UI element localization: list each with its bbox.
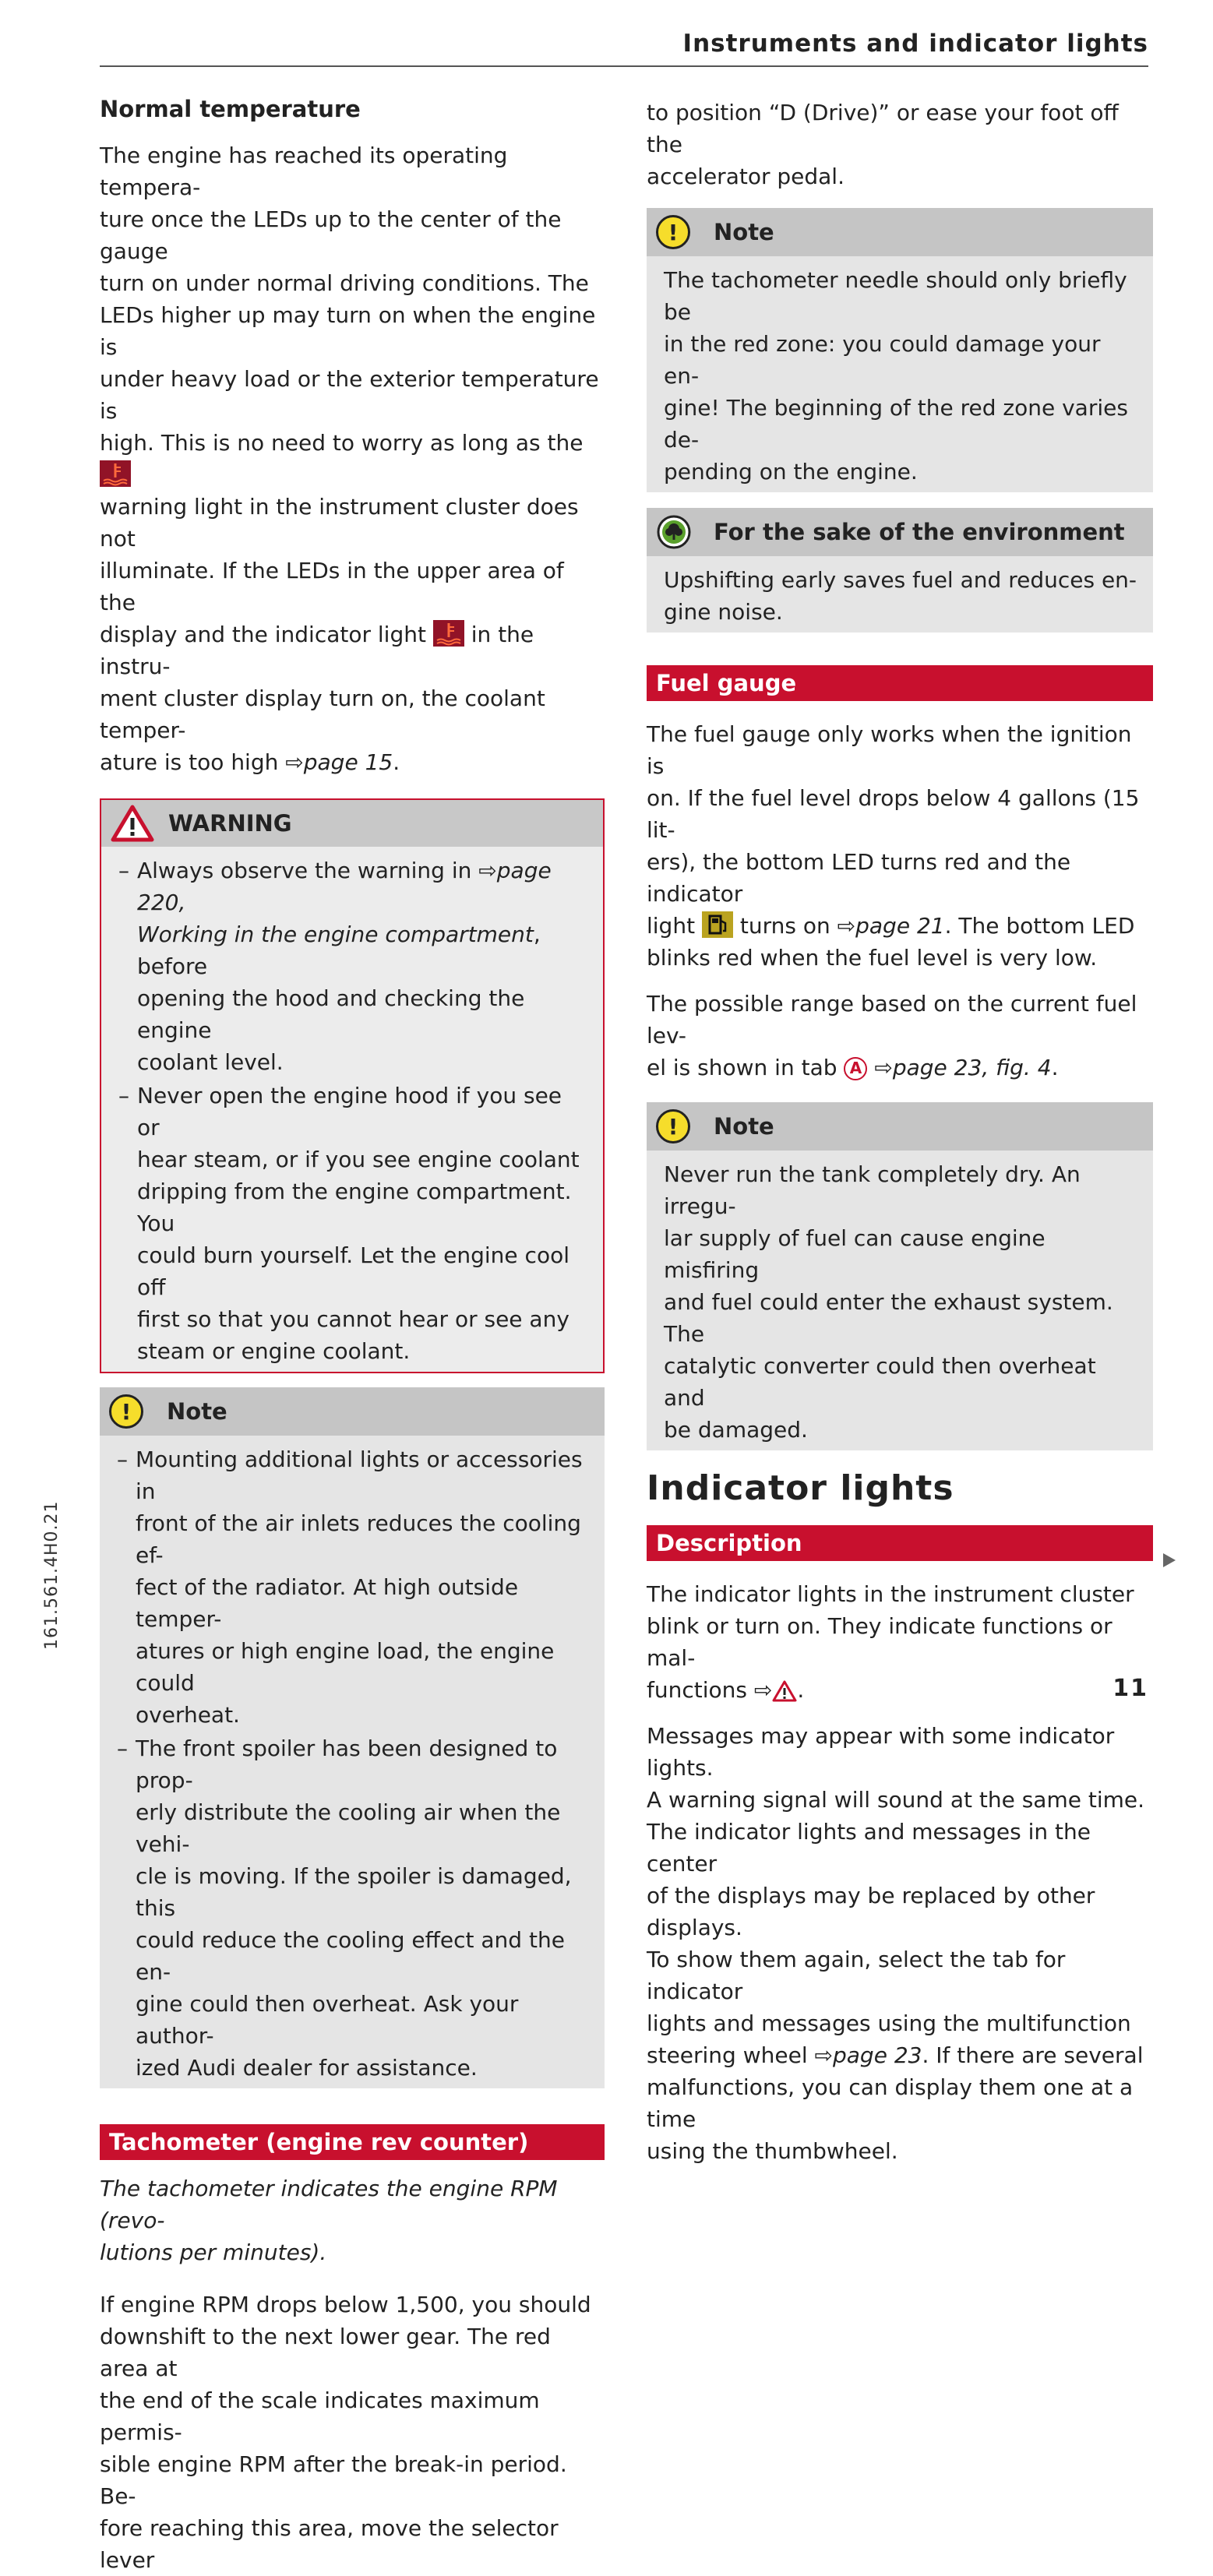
text-span: fect of the radiator. At high outside temper-	[136, 1574, 519, 1632]
text-span: overheat.	[136, 1702, 240, 1728]
text-line: downshift to the next lower gear. The red area at	[100, 2324, 551, 2381]
environment-box	[647, 508, 1153, 633]
fuel-gauge-text	[647, 718, 1153, 974]
page-ref-arrow-icon: ⇨	[814, 2042, 833, 2068]
text-span: . The bottom LED	[944, 913, 1135, 939]
text-span: ized Audi dealer for assistance.	[136, 2055, 478, 2081]
text-line: gine! The beginning of the red zone varies de-	[664, 395, 1128, 453]
text-line: The fuel gauge only works when the ignition is	[647, 721, 1132, 779]
text-line: If engine RPM drops below 1,500, you should	[100, 2292, 591, 2317]
text-line: accelerator pedal.	[647, 164, 845, 189]
note-box-header	[647, 208, 1153, 256]
text-span: in the instru-	[100, 622, 534, 679]
text-line: and fuel could enter the exhaust system. The	[664, 1289, 1113, 1347]
tachometer-text	[100, 2289, 605, 2576]
page-ref-arrow-icon: ⇨	[874, 1055, 893, 1080]
list-item	[118, 855, 587, 1078]
text-line: Messages may appear with some indicator lights.	[647, 1723, 1115, 1781]
text-span: Never open the engine hood if you see or	[137, 1083, 562, 1140]
indicator-lights-title: Indicator lights	[647, 1468, 954, 1508]
text-line: the end of the scale indicates maximum permis-	[100, 2387, 540, 2445]
page-ref-arrow-icon: ⇨	[753, 1677, 773, 1703]
text-line: on. If the fuel level drops below 4 gallons (15 lit-	[647, 785, 1140, 843]
text-line	[647, 910, 1153, 942]
normal-temperature-heading: Normal temperature	[100, 96, 361, 122]
fuel-range-text	[647, 988, 1153, 1084]
text-span: first so that you cannot hear or see any	[137, 1306, 569, 1332]
text-line: be damaged.	[664, 1417, 808, 1443]
text-line: malfunctions, you can display them one at a time	[647, 2074, 1134, 2132]
text-span: The front spoiler has been designed to prop-	[136, 1736, 558, 1793]
note-box	[100, 1387, 605, 2088]
page-ref-link[interactable]: page 220,	[137, 858, 552, 915]
note-label: Note	[714, 1112, 774, 1140]
text-line: The engine has reached its operating tempera-	[100, 143, 508, 200]
left-column	[100, 93, 605, 2576]
text-span: high. This is no need to worry as long as the	[100, 430, 584, 456]
text-line: The indicator lights in the instrument cluster	[647, 1581, 1134, 1607]
warning-triangle-icon[interactable]	[772, 1680, 797, 1702]
note-label: Note	[714, 218, 774, 245]
warning-box	[100, 798, 605, 1373]
text-span: , before	[137, 922, 541, 979]
text-span: Mounting additional lights or accessories in	[136, 1447, 583, 1504]
text-line: ers), the bottom LED turns red and the indicator	[647, 849, 1071, 907]
text-line: warning light in the instrument cluster does not	[100, 494, 579, 551]
warning-label: WARNING	[168, 809, 292, 837]
text-span: cle is moving. If the spoiler is damaged, this	[136, 1863, 572, 1921]
text-span: opening the hood and checking the engine	[137, 985, 525, 1043]
text-line: to position “D (Drive)” or ease your foot off the	[647, 100, 1119, 157]
text-span: ature is too high	[100, 749, 279, 775]
text-line: To show them again, select the tab for indicator	[647, 1947, 1066, 2004]
text-span: functions	[647, 1677, 747, 1703]
right-column	[647, 97, 1153, 2167]
text-line: sible engine RPM after the break-in period. Be-	[100, 2451, 567, 2509]
section-ref: Working in the engine compartment	[137, 922, 534, 947]
text-span: erly distribute the cooling air when the vehi-	[136, 1799, 561, 1857]
fuel-gauge-section-bar: Fuel gauge	[647, 665, 1153, 701]
text-line: The possible range based on the current fuel lev-	[647, 991, 1137, 1048]
page-ref-link[interactable]: page 15	[303, 749, 393, 775]
text-line	[100, 746, 605, 778]
page-ref-arrow-icon: ⇨	[285, 749, 304, 775]
text-line: catalytic converter could then overheat and	[664, 1353, 1096, 1411]
environment-tree-icon	[656, 514, 692, 550]
text-span: coolant level.	[137, 1049, 284, 1075]
coolant-warning-icon	[100, 460, 131, 487]
fuel-note-box	[647, 1102, 1153, 1450]
text-span: display and the indicator light	[100, 622, 426, 647]
page-number: 11	[1113, 1675, 1148, 1702]
text-span: el is shown in tab	[647, 1055, 837, 1080]
text-span: steam or engine coolant.	[137, 1338, 411, 1364]
text-line: ture once the LEDs up to the center of the gauge	[100, 206, 562, 264]
text-line: of the displays may be replaced by other displays.	[647, 1883, 1095, 1940]
text-line: lutions per minutes).	[100, 2239, 327, 2265]
list-item	[118, 1080, 587, 1367]
note-box-header	[647, 1102, 1153, 1151]
normal-temperature-text	[100, 139, 605, 778]
list-item	[117, 1443, 589, 1731]
tachometer-intro	[100, 2173, 605, 2268]
text-span: could reduce the cooling effect and the en-	[136, 1927, 565, 1985]
text-line: under heavy load or the exterior temperature is	[100, 366, 599, 424]
text-span: .	[797, 1677, 805, 1703]
text-span: light	[647, 913, 696, 939]
text-span: gine could then overheat. Ask your author-	[136, 1991, 519, 2049]
coolant-warning-icon	[433, 620, 464, 647]
text-line: Upshifting early saves fuel and reduces en-	[664, 567, 1137, 593]
text-line: A warning signal will sound at the same time.	[647, 1787, 1145, 1813]
environment-label: For the sake of the environment	[714, 518, 1125, 545]
text-line	[647, 1674, 1153, 1706]
text-span: atures or high engine load, the engine could	[136, 1638, 555, 1696]
header-rule	[100, 65, 1148, 67]
note-box-body	[647, 1151, 1153, 1450]
environment-box-header	[647, 508, 1153, 556]
text-span: .	[1051, 1055, 1059, 1080]
text-span: could burn yourself. Let the engine cool off	[137, 1242, 569, 1300]
text-line: blinks red when the fuel level is very low.	[647, 945, 1098, 971]
text-line: blink or turn on. They indicate functions or mal-	[647, 1613, 1113, 1671]
environment-box-body	[647, 556, 1153, 633]
text-line: lar supply of fuel can cause engine misfiring	[664, 1225, 1046, 1283]
exclamation-icon: !	[656, 215, 690, 249]
text-line	[100, 427, 605, 491]
text-line: pending on the engine.	[664, 459, 918, 485]
note-box-header	[100, 1387, 605, 1436]
text-line	[100, 618, 605, 682]
description-text	[647, 1578, 1153, 1706]
text-line: in the red zone: you could damage your en-	[664, 331, 1101, 389]
document-code: 161.561.4H0.21	[42, 1500, 62, 1650]
page-ref-link[interactable]: page 23	[832, 2042, 922, 2068]
text-line: turn on under normal driving conditions. The	[100, 270, 589, 296]
continue-arrow-icon[interactable]	[1162, 1552, 1177, 1569]
text-span: hear steam, or if you see engine coolant	[137, 1147, 580, 1172]
tab-a-callout: A	[844, 1057, 867, 1080]
text-span: . If there are several	[922, 2042, 1144, 2068]
text-line: fore reaching this area, move the selector lever	[100, 2515, 559, 2573]
text-line: ment cluster display turn on, the coolant temper-	[100, 685, 545, 743]
page-ref-link[interactable]: page 23, fig. 4	[892, 1055, 1052, 1080]
text-line: using the thumbwheel.	[647, 2138, 898, 2164]
note-label: Note	[167, 1397, 227, 1425]
description-section-bar: Description	[647, 1525, 1153, 1561]
text-span: Always observe the warning in	[137, 858, 472, 883]
text-span: steering wheel	[647, 2042, 808, 2068]
text-span: turns on	[739, 913, 830, 939]
list-item	[117, 1732, 589, 2084]
text-line	[647, 2039, 1153, 2071]
text-line: The tachometer needle should only briefly be	[664, 267, 1127, 325]
warning-box-body	[101, 847, 603, 1372]
exclamation-icon: !	[656, 1109, 690, 1144]
text-line: gine noise.	[664, 599, 783, 625]
page-ref-arrow-icon: ⇨	[478, 858, 497, 883]
messages-text	[647, 1720, 1153, 2167]
tachometer-section-bar: Tachometer (engine rev counter)	[100, 2124, 605, 2160]
text-line	[647, 1052, 1153, 1084]
text-span: dripping from the engine compartment. You	[137, 1179, 572, 1236]
text-line: lights and messages using the multifunction	[647, 2010, 1131, 2036]
fuel-pump-icon	[702, 911, 733, 938]
text-span: .	[393, 749, 400, 775]
tachometer-note-box	[647, 208, 1153, 492]
text-line: illuminate. If the LEDs in the upper area of the	[100, 558, 564, 615]
text-line: LEDs higher up may turn on when the engine is	[100, 302, 596, 360]
page-ref-arrow-icon: ⇨	[837, 913, 856, 939]
warning-box-header	[101, 800, 603, 847]
warning-triangle-icon	[111, 805, 154, 842]
note-box-body	[647, 256, 1153, 492]
text-line: The indicator lights and messages in the center	[647, 1819, 1091, 1876]
exclamation-icon: !	[109, 1394, 143, 1429]
note-box-body	[100, 1436, 605, 2088]
page-ref-link[interactable]: page 21	[855, 913, 945, 939]
text-line: The tachometer indicates the engine RPM (revo-	[100, 2176, 558, 2233]
text-line: Never run the tank completely dry. An irregu-	[664, 1161, 1081, 1219]
text-span: front of the air inlets reduces the cooling ef-	[136, 1510, 581, 1568]
running-header: Instruments and indicator lights	[682, 30, 1148, 58]
